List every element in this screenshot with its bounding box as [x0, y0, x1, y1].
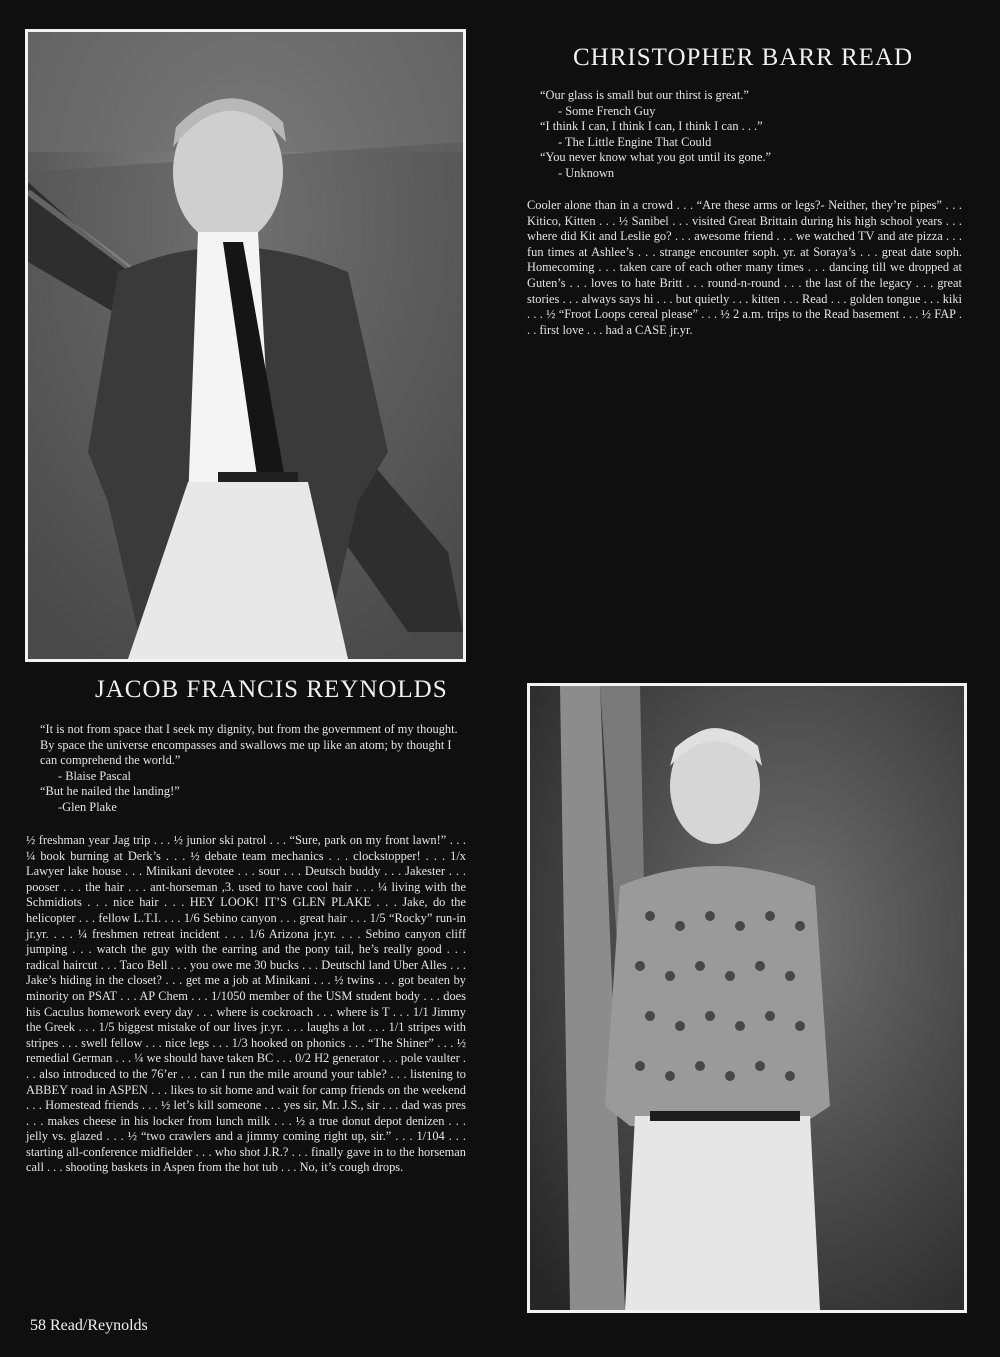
quotes-read — [540, 88, 960, 182]
quote-text: “I think I can, I think I can, I think I can . . .” — [540, 119, 763, 134]
quote-attribution: - Unknown — [558, 165, 615, 180]
student-name-reynolds: JACOB FRANCIS REYNOLDS — [95, 676, 448, 703]
quotes-reynolds — [40, 722, 466, 816]
page-footer: 58 Read/Reynolds — [30, 1317, 148, 1334]
quote-text: “Our glass is small but our thirst is great.” — [540, 88, 749, 102]
bio-read: Cooler alone than in a crowd . . . “Are these arms or legs?- Neither, they’re pipes” . . . Kitico, Kitten . . . ½ Sanibel . . . visited Great Brittain during his high school years . . . where did Kit and Leslie go? . . . awesome friend . . . we watched TV and ate pizza . . . fun times at Ashlee’s . . . strange encounter soph. yr. at Soraya’s . . . great date soph. Homecoming . . . taken care of each other many times . . . dancing till we dropped at Guten’s . . . loves to hate Britt . . . round-n-round . . . the last of the legacy . . . great stories . . . always says hi . . . but quietly . . . kitten . . . Read . . . golden tongue . . . kiki . . . ½ “Froot Loops cereal please” . . . ½ 2 a.m. trips to the Read basement . . . ½ FAP . . . first love . . . had a CASE jr.yr. — [527, 198, 962, 337]
quote-attribution: - Some French Guy — [558, 103, 656, 118]
quote-text: “But he nailed the landing!” — [40, 784, 180, 799]
student-name-read: CHRISTOPHER BARR READ — [573, 44, 914, 71]
quote-attribution: - The Little Engine That Could — [558, 134, 712, 149]
quote-attribution: -Glen Plake — [58, 799, 117, 814]
quote-text: “It is not from space that I seek my dignity, but from the government of my thought. By space the universe encompasses and swallows me up like an atom; by thought I can comprehend the world.” — [40, 722, 458, 768]
portrait-photo-read — [25, 29, 466, 662]
quote-attribution: - Blaise Pascal — [58, 768, 131, 783]
quote-text: “You never know what you got until its gone.” — [540, 150, 772, 165]
bio-reynolds: ½ freshman year Jag trip . . . ½ junior ski patrol . . . “Sure, park on my front lawn!” . . . ¼ book burning at Derk’s . . . ½ debate team mechanics . . . clockstopper! . . . 1/x Lawyer lake house . . . Minikani devotee . . . sour . . . Deutsch buddy . . . Jakester . . . pooser . . . the hair . . . ant-horseman ,3. used to have cool hair . . . ¼ living with the Schmidiots . . . nice hair . . . HEY LOOK! IT’S GLEN PLAKE . . . Jake, do the helicopter . . . fellow L.T.I. . . . 1/6 Sebino canyon . . . great hair . . . 1/5 “Rocky” run-in jr.yr. . . . ¼ freshmen retreat incident . . . 1/6 Arizona jr.yr. . . . Sebino canyon cliff jumping . . . watch the guy with the earring and the pony tail, he’s really good . . . radical haircut . . . Taco Bell . . . you owe me 30 bucks . . . Deutschl land Uber Alles . . . Jake’s hiding in the closet? . . . get me a job at Minikani . . . ½ twins . . . got beaten by minority on PSAT . . . AP Chem . . . 1/1050 member of the USM student body . . . does his Caculus homework every day . . . where is cockroach . . . where is T . . . 1/1 Jimmy the Greek . . . 1/5 biggest mistake of our lives jr.yr. . . . laughs a lot . . . 1/1 stripes with stripes . . . swell fellow . . . nice legs . . . 1/3 hooked on phonics . . . “The Shiner” . . . ½ remedial German . . . ¼ we should have taken BC . . . 0/2 H2 generator . . . pole vaulter . . . also introduced to the 76’er . . . can I run the mile around your table? . . . listening to ABBEY road in ASPEN . . . likes to sit home and wait for camp friends on the weekend . . . Homestead friends . . . ½ let’s kill someone . . . yes sir, Mr. J.S., sir . . . dad was pres . . . makes cheese in his locker from lunch milk . . . ½ a true donut depot denizen . . . jelly vs. glazed . . . ½ “two crawlers and a jimmy coming right up, sir.” . . . 1/104 . . . starting all-conference midfielder . . . who shot J.R.? . . . finally gave in to the horseman call . . . shooting baskets in Aspen from the hot tub . . . No, it’s cough drops. — [26, 833, 466, 1175]
portrait-image-reynolds — [530, 686, 964, 1310]
portrait-photo-reynolds — [527, 683, 967, 1313]
portrait-image-read — [28, 32, 463, 659]
